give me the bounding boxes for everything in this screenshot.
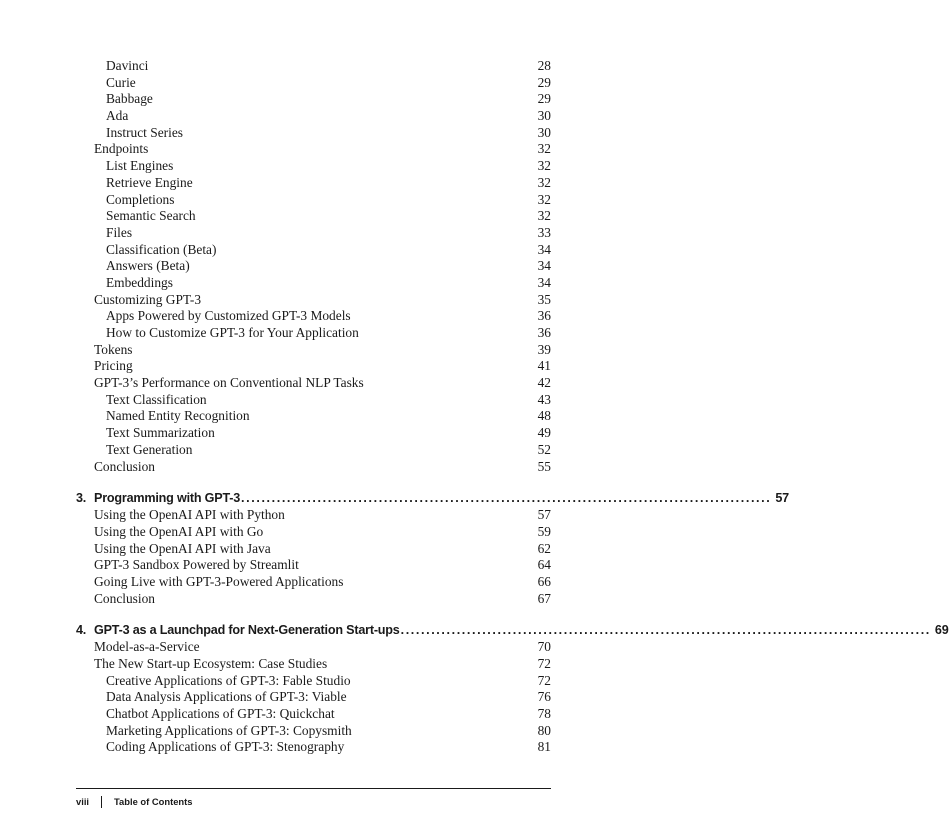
toc-entry-page: 33 <box>537 224 551 240</box>
toc-entry[interactable] <box>76 208 551 225</box>
table-of-contents <box>76 58 949 756</box>
toc-entry[interactable] <box>76 375 551 392</box>
footer-rule <box>76 788 551 789</box>
toc-entry-page: 57 <box>537 507 551 523</box>
toc-entry-page: 48 <box>537 408 551 424</box>
toc-entry-page: 32 <box>537 208 551 224</box>
toc-entry[interactable] <box>76 325 551 342</box>
toc-entry-page: 34 <box>537 274 551 290</box>
toc-entry-page: 30 <box>537 124 551 140</box>
toc-entry[interactable] <box>76 308 551 325</box>
toc-entry[interactable] <box>76 591 551 608</box>
toc-entry[interactable] <box>76 258 551 275</box>
toc-entry[interactable] <box>76 158 551 175</box>
toc-entry-title: Retrieve Engine <box>106 174 193 190</box>
toc-entry[interactable] <box>76 442 551 459</box>
toc-entry-page: 72 <box>537 656 551 671</box>
toc-entry-title: Files <box>106 224 133 240</box>
toc-entry-title: Chatbot Applications of GPT-3: Quickchat <box>106 706 335 722</box>
toc-entry-page: 72 <box>537 672 551 688</box>
toc-entry-title: List Engines <box>106 158 174 174</box>
toc-entry-page: 70 <box>537 639 551 655</box>
toc-entry-title: Apps Powered by Customized GPT-3 Models <box>106 308 351 324</box>
toc-entry[interactable] <box>76 574 551 591</box>
toc-entry[interactable] <box>76 459 551 476</box>
toc-entry[interactable] <box>76 58 551 75</box>
toc-entry[interactable] <box>76 673 551 690</box>
toc-entry[interactable] <box>76 75 551 92</box>
toc-entry-page: 66 <box>537 573 551 589</box>
toc-entry[interactable] <box>76 91 551 108</box>
toc-entry-page: 43 <box>537 391 551 407</box>
toc-entry-title: Data Analysis Applications of GPT-3: Viable <box>106 689 347 705</box>
toc-entry-title: Going Live with GPT-3-Powered Applications <box>94 573 344 589</box>
toc-entry-page: 32 <box>537 158 551 174</box>
toc-entry[interactable] <box>76 275 551 292</box>
toc-entry[interactable] <box>76 739 551 756</box>
toc-entry-page: 28 <box>537 58 551 73</box>
toc-entry[interactable] <box>76 225 551 242</box>
toc-entry-title: Customizing GPT-3 <box>94 291 202 307</box>
toc-entry[interactable] <box>76 507 551 524</box>
toc-entry[interactable] <box>76 175 551 192</box>
toc-entry[interactable] <box>76 141 551 158</box>
toc-entry-page: 32 <box>537 141 551 157</box>
toc-entry-title: Curie <box>106 74 136 90</box>
toc-entry-title: Using the OpenAI API with Python <box>94 507 285 523</box>
toc-entry-title: Embeddings <box>106 274 173 290</box>
toc-entry-page: 80 <box>537 722 551 738</box>
toc-entry[interactable] <box>76 425 551 442</box>
toc-entry[interactable] <box>76 242 551 259</box>
toc-entry-page: 39 <box>537 341 551 357</box>
toc-entry-title: Using the OpenAI API with Java <box>94 540 271 556</box>
toc-entry-title: Ada <box>106 108 129 124</box>
section-spacer <box>76 607 551 622</box>
toc-entry-title: Conclusion <box>94 458 156 474</box>
toc-entry-title: Text Generation <box>106 441 193 457</box>
toc-entry-title: Babbage <box>106 91 153 107</box>
chapter-title: GPT-3 as a Launchpad for Next-Generation Start-ups <box>94 623 400 638</box>
toc-entry[interactable] <box>76 408 551 425</box>
toc-entry-page: 36 <box>537 308 551 324</box>
dot-leader: ........................................................................................................ <box>400 623 931 638</box>
toc-entry-title: Text Classification <box>106 391 207 407</box>
toc-entry-title: GPT-3’s Performance on Conventional NLP Tasks <box>94 375 364 391</box>
toc-entry-page: 62 <box>537 540 551 556</box>
toc-entry-title: Model-as-a-Service <box>94 639 200 655</box>
toc-entry[interactable] <box>76 723 551 740</box>
toc-entry[interactable] <box>76 524 551 541</box>
chapter-title: Programming with GPT-3 <box>94 491 241 506</box>
footer-page-number: viii <box>76 796 90 807</box>
toc-entry-page: 32 <box>537 191 551 207</box>
toc-entry-page: 42 <box>537 375 551 391</box>
chapter-number: 4. <box>76 623 87 638</box>
toc-entry[interactable] <box>76 192 551 209</box>
toc-entry-page: 49 <box>537 425 551 441</box>
toc-entry[interactable] <box>76 639 551 656</box>
page-footer <box>76 795 193 809</box>
toc-entry[interactable] <box>76 541 551 558</box>
toc-entry-page: 36 <box>537 325 551 340</box>
toc-entry-page: 29 <box>537 74 551 90</box>
chapter-page: 69 <box>934 623 949 638</box>
toc-entry-title: The New Start-up Ecosystem: Case Studies <box>94 656 328 671</box>
toc-entry-title: Coding Applications of GPT-3: Stenography <box>106 739 345 755</box>
toc-entry-page: 59 <box>537 523 551 539</box>
toc-entry-title: Marketing Applications of GPT-3: Copysmith <box>106 722 352 738</box>
toc-entry-title: Instruct Series <box>106 124 183 140</box>
toc-entry-page: 67 <box>537 590 551 606</box>
toc-entry-page: 41 <box>537 358 551 374</box>
toc-entry-title: Text Summarization <box>106 425 215 441</box>
toc-entry[interactable] <box>76 557 551 574</box>
chapter-heading[interactable] <box>76 490 789 507</box>
toc-entry-title: Davinci <box>106 58 149 73</box>
toc-entry-page: 35 <box>537 291 551 307</box>
toc-entry-page: 81 <box>537 739 551 755</box>
footer-label: Table of Contents <box>114 796 193 807</box>
toc-entry-page: 29 <box>537 91 551 107</box>
toc-entry-title: How to Customize GPT-3 for Your Application <box>106 325 359 340</box>
toc-entry-title: Pricing <box>94 358 133 374</box>
toc-entry[interactable] <box>76 292 551 309</box>
toc-entry-page: 34 <box>537 258 551 274</box>
section-spacer <box>76 475 551 490</box>
toc-entry-page: 52 <box>537 441 551 457</box>
toc-entry[interactable] <box>76 108 551 125</box>
toc-entry-title: GPT-3 Sandbox Powered by Streamlit <box>94 557 299 573</box>
toc-entry[interactable] <box>76 689 551 706</box>
footer-separator <box>101 796 102 808</box>
toc-top-section <box>76 58 551 475</box>
toc-entry-page: 78 <box>537 706 551 722</box>
toc-entry-title: Creative Applications of GPT-3: Fable Studio <box>106 672 351 688</box>
toc-entry[interactable] <box>76 656 551 673</box>
chapter-heading[interactable] <box>76 622 949 639</box>
toc-entry[interactable] <box>76 358 551 375</box>
toc-entry-title: Tokens <box>94 341 133 357</box>
toc-entry-title: Classification (Beta) <box>106 241 217 257</box>
toc-entry-title: Completions <box>106 191 175 207</box>
toc-entry[interactable] <box>76 706 551 723</box>
dot-leader: ........................................................................................................ <box>241 491 772 506</box>
toc-entry-title: Named Entity Recognition <box>106 408 250 424</box>
toc-entry-page: 64 <box>537 557 551 573</box>
chapter-page: 57 <box>775 491 789 506</box>
chapter-number: 3. <box>76 491 87 506</box>
toc-entry-title: Conclusion <box>94 590 156 606</box>
toc-entry-page: 34 <box>537 241 551 257</box>
toc-entry-page: 32 <box>537 174 551 190</box>
toc-entry-title: Semantic Search <box>106 208 196 224</box>
toc-entry-page: 30 <box>537 108 551 124</box>
toc-entry-page: 76 <box>537 689 551 705</box>
toc-entry[interactable] <box>76 392 551 409</box>
toc-entry-title: Endpoints <box>94 141 149 157</box>
toc-entry-page: 55 <box>537 458 551 474</box>
toc-entry[interactable] <box>76 125 551 142</box>
toc-entry-title: Answers (Beta) <box>106 258 190 274</box>
toc-entry[interactable] <box>76 342 551 359</box>
toc-entry-title: Using the OpenAI API with Go <box>94 523 264 539</box>
